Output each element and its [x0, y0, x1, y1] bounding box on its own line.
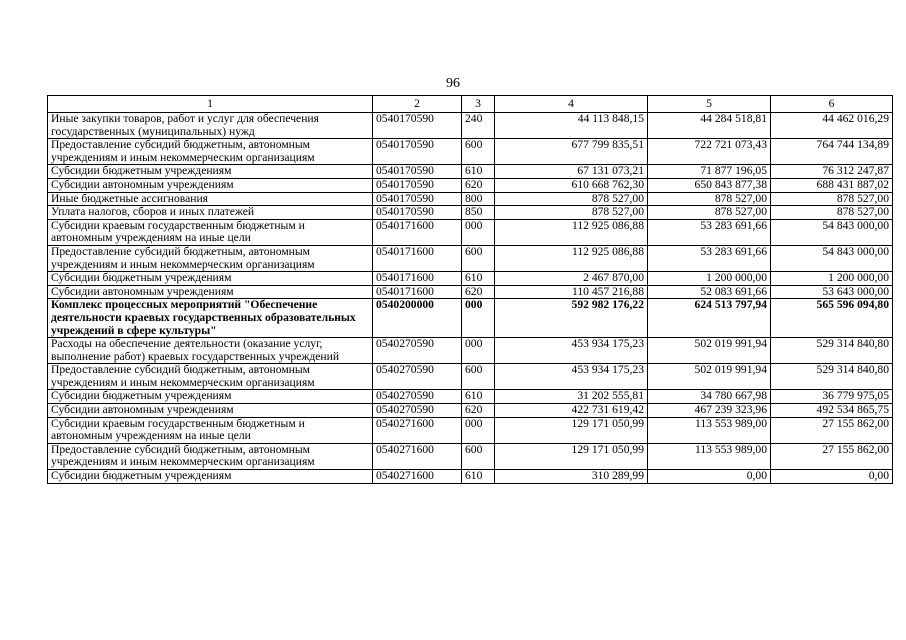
cell-code: 0540270590 — [373, 404, 462, 418]
cell-amount-year2: 113 553 989,00 — [648, 443, 771, 469]
cell-amount-year3: 764 744 134,89 — [771, 139, 893, 165]
cell-type: 610 — [462, 390, 495, 404]
cell-name: Иные закупки товаров, работ и услуг для обеспечения государственных (муниципальных) нужд — [48, 113, 373, 139]
cell-code: 0540171600 — [373, 245, 462, 271]
cell-amount-year1: 129 171 050,99 — [495, 443, 648, 469]
cell-amount-year3: 76 312 247,87 — [771, 165, 893, 179]
cell-amount-year3: 27 155 862,00 — [771, 443, 893, 469]
cell-amount-year3: 53 643 000,00 — [771, 285, 893, 299]
cell-amount-year2: 502 019 991,94 — [648, 364, 771, 390]
cell-amount-year2: 53 283 691,66 — [648, 219, 771, 245]
table-row — [48, 139, 893, 165]
cell-name: Субсидии бюджетным учреждениям — [48, 272, 373, 286]
table-row — [48, 443, 893, 469]
cell-name: Предоставление субсидий бюджетным, автономным учреждениям и иным некоммерческим организациям — [48, 245, 373, 271]
cell-amount-year3: 36 779 975,05 — [771, 390, 893, 404]
cell-amount-year1: 129 171 050,99 — [495, 417, 648, 443]
cell-code: 0540270590 — [373, 390, 462, 404]
table-row — [48, 219, 893, 245]
cell-type: 240 — [462, 113, 495, 139]
cell-code: 0540170590 — [373, 192, 462, 206]
table-body — [48, 113, 893, 484]
cell-amount-year1: 310 289,99 — [495, 470, 648, 484]
table-row — [48, 272, 893, 286]
page-number: 96 — [446, 76, 460, 91]
table-row — [48, 192, 893, 206]
cell-name: Расходы на обеспечение деятельности (оказание услуг, выполнение работ) краевых государственных учреждений — [48, 338, 373, 364]
cell-amount-year1: 878 527,00 — [495, 192, 648, 206]
cell-code: 0540170590 — [373, 113, 462, 139]
cell-amount-year2: 113 553 989,00 — [648, 417, 771, 443]
cell-amount-year2: 467 239 323,96 — [648, 404, 771, 418]
cell-amount-year3: 0,00 — [771, 470, 893, 484]
cell-type: 000 — [462, 299, 495, 338]
cell-type: 600 — [462, 443, 495, 469]
table-row — [48, 470, 893, 484]
cell-amount-year2: 0,00 — [648, 470, 771, 484]
cell-type: 610 — [462, 272, 495, 286]
cell-code: 0540271600 — [373, 417, 462, 443]
table-row — [48, 178, 893, 192]
cell-amount-year2: 650 843 877,38 — [648, 178, 771, 192]
cell-amount-year2: 71 877 196,05 — [648, 165, 771, 179]
cell-amount-year3: 878 527,00 — [771, 206, 893, 220]
cell-amount-year1: 592 982 176,22 — [495, 299, 648, 338]
cell-type: 600 — [462, 139, 495, 165]
cell-amount-year2: 878 527,00 — [648, 192, 771, 206]
table-row — [48, 390, 893, 404]
cell-name: Субсидии бюджетным учреждениям — [48, 390, 373, 404]
cell-name: Субсидии бюджетным учреждениям — [48, 165, 373, 179]
table-row — [48, 165, 893, 179]
cell-code: 0540170590 — [373, 178, 462, 192]
cell-amount-year2: 878 527,00 — [648, 206, 771, 220]
cell-amount-year3: 565 596 094,80 — [771, 299, 893, 338]
cell-amount-year3: 688 431 887,02 — [771, 178, 893, 192]
cell-amount-year2: 722 721 073,43 — [648, 139, 771, 165]
cell-amount-year1: 31 202 555,81 — [495, 390, 648, 404]
col-header-type: 3 — [462, 96, 495, 113]
cell-amount-year2: 44 284 518,81 — [648, 113, 771, 139]
table-row — [48, 338, 893, 364]
cell-amount-year1: 112 925 086,88 — [495, 245, 648, 271]
cell-code: 0540271600 — [373, 470, 462, 484]
cell-type: 610 — [462, 165, 495, 179]
cell-type: 000 — [462, 219, 495, 245]
cell-code: 0540171600 — [373, 219, 462, 245]
cell-type: 600 — [462, 364, 495, 390]
cell-amount-year2: 502 019 991,94 — [648, 338, 771, 364]
cell-type: 610 — [462, 470, 495, 484]
cell-name: Комплекс процессных мероприятий "Обеспечение деятельности краевых государственных образовательных учреждений в сфере культуры" — [48, 299, 373, 338]
cell-amount-year1: 44 113 848,15 — [495, 113, 648, 139]
cell-amount-year1: 610 668 762,30 — [495, 178, 648, 192]
cell-amount-year1: 677 799 835,51 — [495, 139, 648, 165]
cell-name: Субсидии краевым государственным бюджетным и автономным учреждениям на иные цели — [48, 219, 373, 245]
cell-name: Предоставление субсидий бюджетным, автономным учреждениям и иным некоммерческим организациям — [48, 364, 373, 390]
cell-code: 0540170590 — [373, 139, 462, 165]
cell-amount-year3: 44 462 016,29 — [771, 113, 893, 139]
cell-name: Уплата налогов, сборов и иных платежей — [48, 206, 373, 220]
cell-type: 620 — [462, 404, 495, 418]
cell-amount-year1: 453 934 175,23 — [495, 364, 648, 390]
cell-amount-year2: 624 513 797,94 — [648, 299, 771, 338]
col-header-year3: 6 — [771, 96, 893, 113]
cell-code: 0540170590 — [373, 165, 462, 179]
cell-amount-year3: 54 843 000,00 — [771, 245, 893, 271]
cell-amount-year3: 54 843 000,00 — [771, 219, 893, 245]
cell-amount-year2: 1 200 000,00 — [648, 272, 771, 286]
cell-amount-year1: 112 925 086,88 — [495, 219, 648, 245]
cell-type: 800 — [462, 192, 495, 206]
table-row — [48, 206, 893, 220]
table-row — [48, 285, 893, 299]
cell-name: Предоставление субсидий бюджетным, автономным учреждениям и иным некоммерческим организациям — [48, 443, 373, 469]
cell-amount-year1: 453 934 175,23 — [495, 338, 648, 364]
cell-name: Субсидии автономным учреждениям — [48, 404, 373, 418]
cell-type: 850 — [462, 206, 495, 220]
cell-type: 000 — [462, 417, 495, 443]
table-row — [48, 404, 893, 418]
cell-type: 600 — [462, 245, 495, 271]
cell-type: 620 — [462, 178, 495, 192]
cell-amount-year2: 52 083 691,66 — [648, 285, 771, 299]
table-row — [48, 364, 893, 390]
cell-code: 0540170590 — [373, 206, 462, 220]
cell-name: Субсидии автономным учреждениям — [48, 285, 373, 299]
cell-amount-year3: 27 155 862,00 — [771, 417, 893, 443]
cell-amount-year3: 1 200 000,00 — [771, 272, 893, 286]
cell-name: Субсидии бюджетным учреждениям — [48, 470, 373, 484]
budget-table — [47, 95, 893, 484]
col-header-year1: 4 — [495, 96, 648, 113]
cell-code: 0540270590 — [373, 364, 462, 390]
cell-amount-year1: 2 467 870,00 — [495, 272, 648, 286]
table-row — [48, 245, 893, 271]
header-row — [48, 96, 893, 113]
cell-name: Субсидии краевым государственным бюджетным и автономным учреждениям на иные цели — [48, 417, 373, 443]
cell-code: 0540200000 — [373, 299, 462, 338]
cell-amount-year2: 53 283 691,66 — [648, 245, 771, 271]
col-header-name: 1 — [48, 96, 373, 113]
cell-name: Предоставление субсидий бюджетным, автономным учреждениям и иным некоммерческим организациям — [48, 139, 373, 165]
cell-amount-year1: 878 527,00 — [495, 206, 648, 220]
cell-code: 0540171600 — [373, 285, 462, 299]
col-header-code: 2 — [373, 96, 462, 113]
cell-amount-year3: 529 314 840,80 — [771, 364, 893, 390]
cell-amount-year3: 529 314 840,80 — [771, 338, 893, 364]
cell-amount-year1: 67 131 073,21 — [495, 165, 648, 179]
cell-name: Иные бюджетные ассигнования — [48, 192, 373, 206]
cell-code: 0540271600 — [373, 443, 462, 469]
cell-code: 0540171600 — [373, 272, 462, 286]
cell-code: 0540270590 — [373, 338, 462, 364]
table-row — [48, 417, 893, 443]
cell-amount-year1: 110 457 216,88 — [495, 285, 648, 299]
cell-name: Субсидии автономным учреждениям — [48, 178, 373, 192]
col-header-year2: 5 — [648, 96, 771, 113]
cell-type: 620 — [462, 285, 495, 299]
cell-amount-year3: 878 527,00 — [771, 192, 893, 206]
cell-amount-year3: 492 534 865,75 — [771, 404, 893, 418]
table-row — [48, 113, 893, 139]
cell-type: 000 — [462, 338, 495, 364]
cell-amount-year2: 34 780 667,98 — [648, 390, 771, 404]
table-row — [48, 299, 893, 338]
cell-amount-year1: 422 731 619,42 — [495, 404, 648, 418]
